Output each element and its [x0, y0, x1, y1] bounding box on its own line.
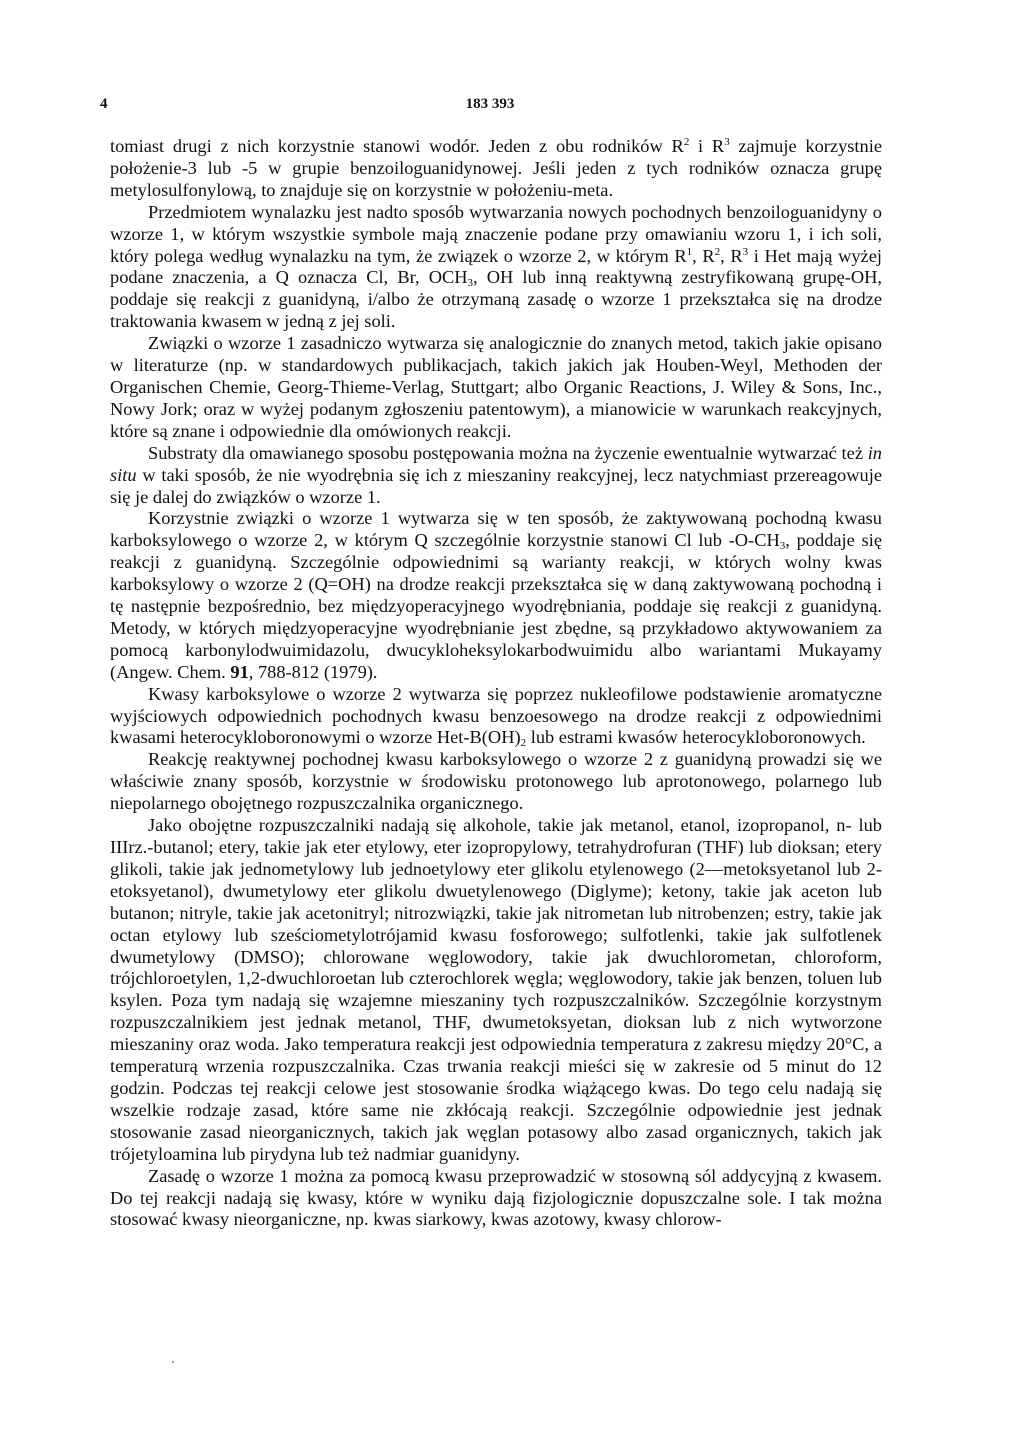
- paragraph-carboxylic-acids: Kwasy karboksylowe o wzorze 2 wytwarza się poprzez nukleofilowe podstawienie aromatyczne wyjściowych odpowiednich pochodnych kwasu benzoesowego na drodze reakcji z odpowiednimi kwasami heterocykloboronowymi o wzorze Het-$B(OH)_2$ lub estrami kwasów heterocykloboronowych.: [110, 683, 882, 750]
- paragraph-reaction-conditions: Reakcję reaktywnej pochodnej kwasu karboksylowego o wzorze 2 z guanidyną prowadzi się we właściwie znany sposób, korzystnie w środowisku protonowego lub aprotonowego, polarnego lub niepolarnego obojętnego rozpuszczalnika organicznego.: [110, 749, 882, 814]
- paragraph-substrates: Substraty dla omawianego sposobu postępowania można na życzenie ewentualnie wytwarzać też in situ w taki sposób, że nie wyodrębnia się ich z mieszaniny reakcyjnej, lecz natychmiast przereagowuje się je dalej do związków o wzorze 1.: [110, 442, 882, 507]
- patent-number: 183 393: [465, 96, 515, 112]
- paragraph-salts: Zasadę o wzorze 1 można za pomocą kwasu przeprowadzić w stosowną sól addycyjną z kwasem. Do tej reakcji nadają się kwasy, które w wyniku dają fizjologicznie dopuszczalne sole. I tak można stosować kwasy nieorganiczne, np. kwas siarkowy, kwas azotowy, kwasy chlorow-: [110, 1165, 882, 1230]
- page-number: 4: [100, 96, 108, 112]
- paragraph-continuation: tomiast drugi z nich korzystnie stanowi wodór. Jeden z obu rodników $R^2$ i $R^3$ zajmuje korzystnie położenie-3 lub -5 w grupie benzoiloguanidynowej. Jeśli jeden z tych rodników oznacza grupę metylosulfonylową, to znajduje się on korzystnie w położeniu-meta.: [110, 136, 882, 200]
- paragraph-preparation-methods: Związki o wzorze 1 zasadniczo wytwarza się analogicznie do znanych metod, takich jakie opisano w literaturze (np. w standardowych publikacjach, takich jakich jak Houben-Weyl, Methoden der Organischen Chemie, Georg-Thieme-Verlag, Stuttgart; albo Organic Reactions, J. Wiley & Sons, Inc., Nowy Jork; oraz w wyżej podanym zgłoszeniu patentowym), a mianowicie w warunkach reakcyjnych, które są znane i odpowiednie dla omówionych reakcji.: [110, 333, 882, 441]
- paragraph-activated-derivative: Korzystnie związki o wzorze 1 wytwarza się w ten sposób, że zaktywowaną pochodną kwasu karboksylowego o wzorze 2, w którym Q szczególnie korzystnie stanowi Cl lub $-O-CH_3$, poddaje się reakcji z guanidyną. Szczególnie odpowiednimi są warianty reakcji, w których wolny kwas karboksylowy o wzorze 2 (Q=OH) na drodze reakcji przekształca się w daną zaktywowaną pochodną i tę następnie bezpośrednio, bez międzyoperacyjnego wyodrębniania, poddaje się reakcji z guanidyną. Metody, w których międzyoperacyjne wyodrębnianie jest zbędne, są przykładowo aktywowaniem za pomocą karbonylodwuimidazolu, dwucykloheksylokarbodwuimidu albo wariantami Mukayamy (Angew. Chem. 91, 788-812 (1979).: [110, 508, 882, 682]
- paragraph-solvents: Jako obojętne rozpuszczalniki nadają się alkohole, takie jak metanol, etanol, izopropanol, n- lub IIIrz.-butanol; etery, takie jak eter etylowy, eter izopropylowy, tetrahydrofuran (THF) lub dioksan; etery glikoli, takie jak jednometylowy lub jednoetylowy eter glikolu etylenowego (2—metoksyetanol lub 2-etoksyetanol), dwumetylowy eter glikolu dwuetylenowego (Diglyme); ketony, takie jak aceton lub butanon; nitryle, takie jak acetonitryl; nitrozwiązki, takie jak nitrometan lub nitrobenzen; estry, takie jak octan etylowy lub sześciometylotrójamid kwasu fosforowego; sulfotlenki, takie jak sulfotlenek dwumetylowy (DMSO); chlorowane węglowodory, takie jak dwuchlorometan, chloroform, trójchloroetylen, 1,2-dwuchloroetan lub czterochlorek węgla; węglowodory, takie jak benzen, toluen lub ksylen. Poza tym nadają się wzajemne mieszaniny tych rozpuszczalników. Szczególnie korzystnym rozpuszczalnikiem jest jednak metanol, THF, dwumetoksyetan, dioksan lub z nich wytworzone mieszaniny oraz woda. Jako temperatura reakcji jest odpowiednia temperatura z zakresu między 20°C, a temperaturą wrzenia rozpuszczalnika. Czas trwania reakcji mieści się w zakresie od 5 minut do 12 godzin. Podczas tej reakcji celowe jest stosowanie środka wiążącego kwas. Do tego celu nadają się wszelkie rodzaje zasad, które same nie zkłócają reakcji. Szczególnie odpowiednie jest jednak stosowanie zasad nieorganicznych, takich jak węglan potasowy albo zasad organicznych, takich jak trójetyloamina lub pirydyna lub też nadmiar guanidyny.: [110, 815, 882, 1164]
- scan-speck: [172, 1361, 174, 1363]
- page-header: [100, 96, 880, 120]
- paragraph-subject-of-invention: Przedmiotem wynalazku jest nadto sposób wytwarzania nowych pochodnych benzoiloguanidyny o wzorze 1, w którym wszystkie symbole mają znaczenie podane przy omawianiu wzoru 1, i ich soli, który polega według wynalazku na tym, że związek o wzorze 2, w którym $R^1$, $R^2$, $R^3$ i Het mają wyżej podane znaczenia, a Q oznacza Cl, Br, $OCH_3$, OH lub inną reaktywną zestryfikowaną grupę-OH, poddaje się reakcji z guanidyną, i/albo że otrzymaną zasadę o wzorze 1 przekształca się na drodze traktowania kwasem w jedną z jej soli.: [110, 201, 882, 332]
- body-text: [110, 136, 882, 1231]
